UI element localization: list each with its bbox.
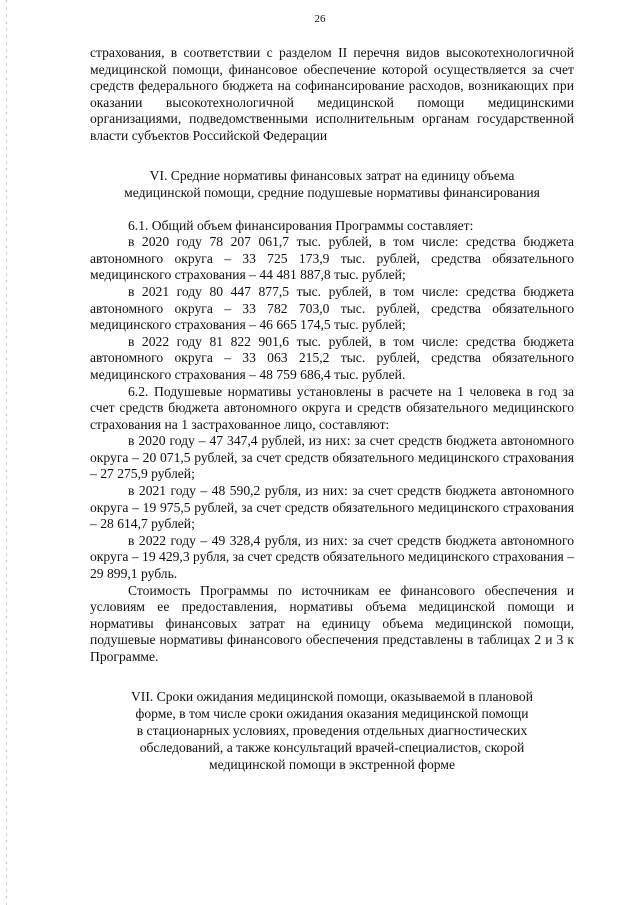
paragraph-2020-per-capita: в 2020 году – 47 347,4 рублей, из них: за счет средств бюджета автономного округа – 20 071,5 рублей, за счет средств обязательного медицинского страхования – 27 275,9 рублей;	[90, 433, 574, 482]
section-7-heading-line: в стационарных условиях, проведения отдельных диагностических	[136, 722, 528, 738]
paragraph-program-cost: Стоимость Программы по источникам ее финансового обеспечения и условиям ее предоставления, нормативы объема медицинской помощи и нормативы финансовых затрат на единицу объема медицинской помощи, подушевые нормативы финансового обеспечения представлены в таблицах 2 и 3 к Программе.	[90, 582, 574, 664]
paragraph-2022-total: в 2022 году 81 822 901,6 тыс. рублей, в том числе: средства бюджета автономного округа – 33 063 215,2 тыс. рублей, средства обязательного медицинского страхования – 48 759 686,4 тыс. рублей.	[90, 333, 574, 382]
page-number: 26	[314, 13, 326, 25]
section-7-heading-line: медицинской помощи в экстренной форме	[209, 756, 455, 772]
section-7-heading-line: обследований, а также консультаций врачей-специалистов, скорой	[139, 739, 525, 755]
paragraph-2020-total: в 2020 году 78 207 061,7 тыс. рублей, в том числе: средства бюджета автономного округа – 33 725 173,9 тыс. рублей, средства обязательного медицинского страхования – 44 481 887,8 тыс. рублей;	[90, 234, 574, 283]
paragraph-6-1: 6.1. Общий объем финансирования Программы составляет:	[128, 217, 474, 233]
page-content	[90, 45, 574, 773]
section-7-heading-line: VII. Сроки ожидания медицинской помощи, оказываемой в плановой	[130, 688, 533, 704]
paragraph-2021-total: в 2021 году 80 447 877,5 тыс. рублей, в том числе: средства бюджета автономного округа – 33 782 703,0 тыс. рублей, средства обязательного медицинского страхования – 46 665 174,5 тыс. рублей;	[90, 283, 574, 333]
paragraph-6-2: 6.2. Подушевые нормативы установлены в расчете на 1 человека в год за счет средств бюджета автономного округа и средств обязательного медицинского страхования на 1 застрахованное лицо, составляют:	[90, 383, 574, 432]
scan-edge-line	[6, 0, 7, 905]
section-6-heading-line: VI. Средние нормативы финансовых затрат на единицу объема	[149, 167, 515, 183]
paragraph-2022-per-capita: в 2022 году – 49 328,4 рубля, из них: за счет средств бюджета автономного округа – 19 429,3 рубля, за счет средств обязательного медицинского страхования – 29 899,1 рубль.	[90, 532, 574, 582]
section-7-heading	[90, 688, 574, 773]
paragraph-2021-per-capita: в 2021 году – 48 590,2 рубля, из них: за счет средств бюджета автономного округа – 19 975,5 рублей, за счет средств обязательного медицинского страхования – 28 614,7 рублей;	[90, 483, 574, 532]
section-6-heading-line: медицинской помощи, средние подушевые нормативы финансирования	[124, 184, 540, 200]
intro-paragraph: страхования, в соответствии с разделом II перечня видов высокотехнологичной медицинской помощи, финансовое обеспечение которой осуществляется за счет средств федерального бюджета на софинансирование расходов, возникающих при оказании высокотехнологичной медицинской помощи медицинскими организациями, подведомственными исполнительным органам государственной власти субъектов Российской Федерации	[90, 45, 574, 143]
section-7-heading-line: форме, в том числе сроки ожидания оказания медицинской помощи	[135, 705, 529, 721]
section-6-heading	[90, 167, 574, 201]
